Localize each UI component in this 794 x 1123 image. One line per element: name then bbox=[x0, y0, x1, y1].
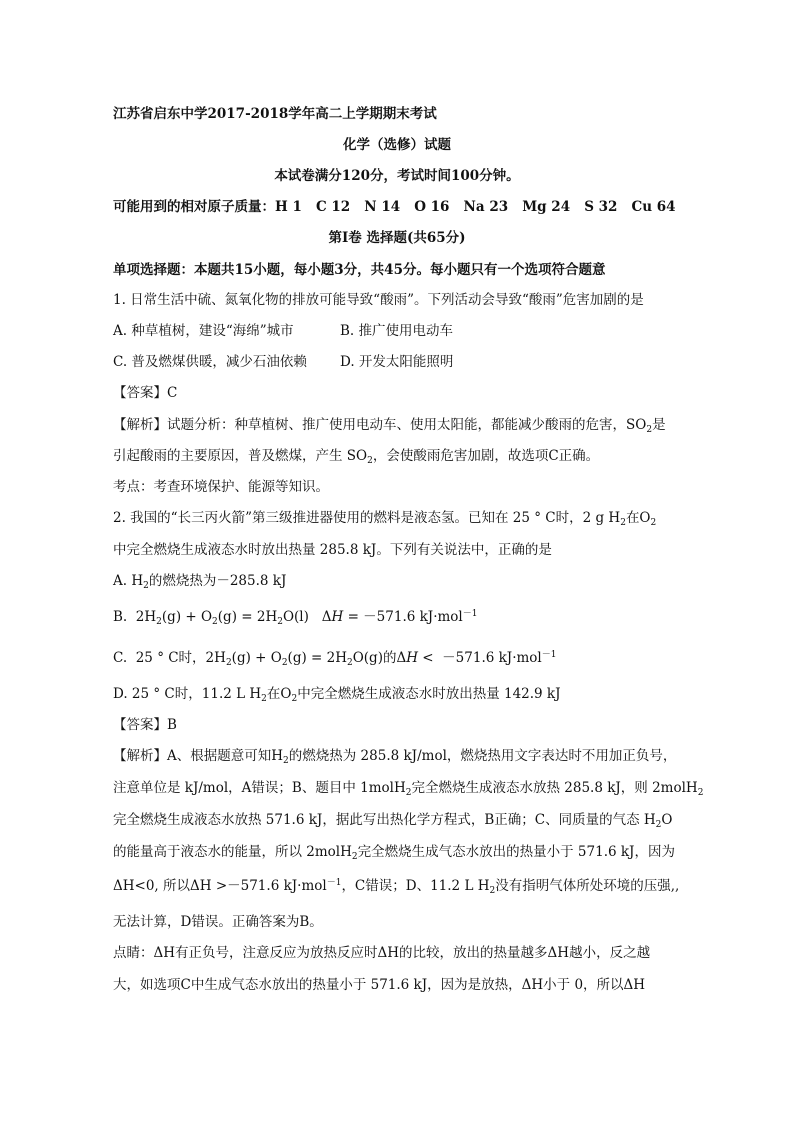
q2-stem-line2: 中完全燃烧生成液态水时放出热量 285.8 kJ。下列有关说法中，正确的是 bbox=[113, 542, 552, 558]
q2-explanation-line2: 注意单位是 kJ/mol，A错误；B、题目中 1molH$_2$完全燃烧生成液态水放热 285.8 kJ，则 2molH$_2$ bbox=[113, 780, 704, 798]
q1-option-c: C. 普及燃煤供暖，减少石油依赖 bbox=[113, 354, 307, 370]
q1-stem: 1. 日常生活中硫、氮氧化物的排放可能导致“酸雨”。下列活动会导致“酸雨”危害加剧的是 bbox=[113, 292, 644, 308]
q2-note-line1: 点睛：ΔH有正负号，注意反应为放热反应时ΔH的比较，放出的热量越多ΔH越小，反之越 bbox=[113, 945, 651, 961]
q1-explanation-line1: 【解析】试题分析：种草植树、推广使用电动车、使用太阳能，都能减少酸雨的危害，$SO_2$是 bbox=[113, 417, 666, 435]
q2-stem-line1: 2. 我国的“长三丙火箭”第三级推进器使用的燃料是液态氢。已知在 25 ° C时，2 g $H_2$在$O_2$ bbox=[113, 510, 657, 528]
atomic-mass-line: 可能用到的相对原子质量：H 1 C 12 N 14 O 16 Na 23 Mg 24 S 32 Cu 64 bbox=[113, 199, 676, 215]
q2-note-line2: 大，如选项C中生成气态水放出的热量小于 571.6 kJ，因为是放热，ΔH小于 0，所以ΔH bbox=[113, 977, 646, 993]
section-instructions: 单项选择题：本题共15小题，每小题3分，共45分。每小题只有一个选项符合题意 bbox=[113, 262, 606, 278]
q1-explanation-line2: 引起酸雨的主要原因，普及燃煤，产生 $SO_2$，会使酸雨危害加剧，故选项C正确。 bbox=[113, 448, 600, 466]
q1-option-a: A. 种草植树，建设“海绵”城市 bbox=[113, 323, 294, 339]
q2-answer: 【答案】B bbox=[113, 717, 177, 733]
section-title: 第Ⅰ卷 选择题(共65分) bbox=[328, 230, 466, 246]
q1-point: 考点：考查环境保护、能源等知识。 bbox=[113, 479, 329, 495]
exam-info: 本试卷满分120分，考试时间100分钟。 bbox=[274, 168, 520, 184]
q2-explanation-line5: ΔH<0, 所以ΔH >－571.6 kJ·mol$^{-1}$，C错误；D、11.2 L $H_2$没有指明气体所处环境的压强,, bbox=[113, 878, 680, 896]
q2-explanation-line3: 完全燃烧生成液态水放热 571.6 kJ，据此写出热化学方程式，B正确；C、同质量的气态 $H_2O$ bbox=[113, 812, 673, 830]
q1-answer: 【答案】C bbox=[113, 385, 178, 401]
q2-explanation-line4: 的能量高于液态水的能量，所以 2molH$_2$完全燃烧生成气态水放出的热量小于 571.6 kJ，因为 bbox=[113, 844, 675, 862]
subject-title: 化学（选修）试题 bbox=[343, 137, 451, 153]
q2-option-c: C. 25 ° C时，$2H_2(g) + O_2(g) = 2H_2O(g)$的ΔH < －571.6 kJ·mol$^{-1}$ bbox=[113, 650, 557, 668]
q2-option-a: A. $H_2$的燃烧热为－285.8 kJ bbox=[113, 573, 287, 591]
q1-option-d: D. 开发太阳能照明 bbox=[340, 354, 454, 370]
q2-option-d: D. 25 ° C时，11.2 L $H_2$在$O_2$中完全燃烧生成液态水时放出热量 142.9 kJ bbox=[113, 686, 561, 704]
school-title: 江苏省启东中学2017-2018学年高二上学期期末考试 bbox=[113, 106, 437, 122]
q2-option-b: B. $2H_2(g) + O_2(g) = 2H_2O(l) \Delta H = -571.6$ kJ·mol$^{-1}$ bbox=[113, 609, 478, 627]
q1-option-b: B. 推广使用电动车 bbox=[340, 323, 454, 339]
q2-explanation-line1: 【解析】A、根据题意可知$H_2$的燃烧热为 285.8 kJ/mol，燃烧热用文字表达时不用加正负号， bbox=[113, 748, 677, 766]
q2-explanation-line6: 无法计算，D错误。正确答案为B。 bbox=[113, 914, 323, 930]
